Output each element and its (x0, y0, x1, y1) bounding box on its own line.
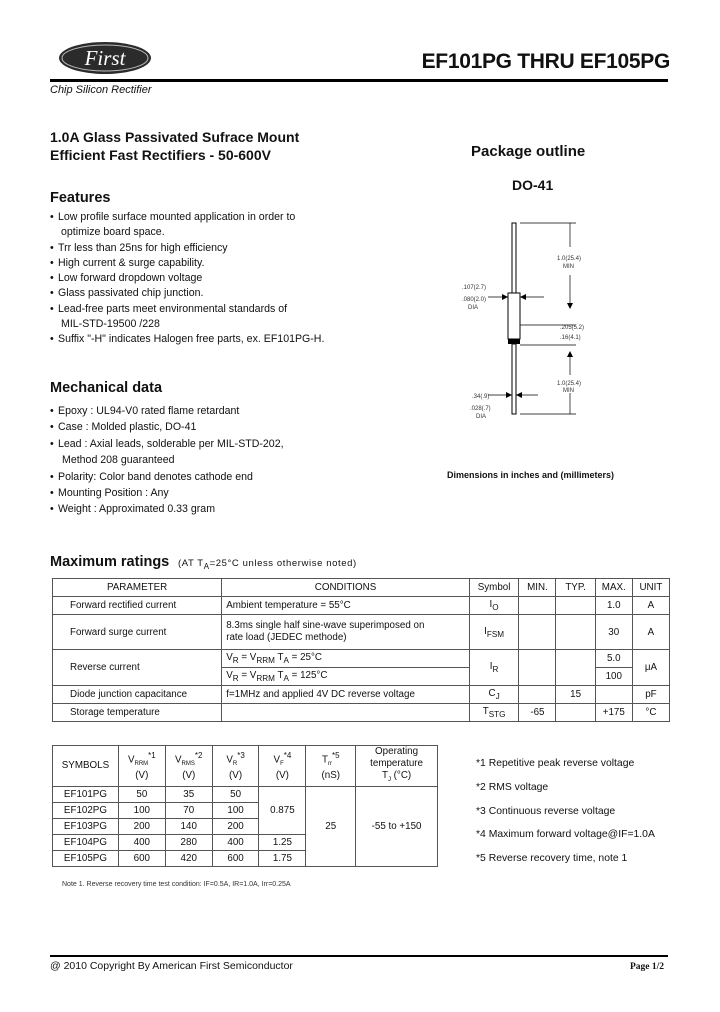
list-item: • Mounting Position : Any (50, 485, 284, 501)
header-rule (50, 79, 668, 82)
device-symbols-table (52, 745, 438, 867)
footnote: *4 Maximum forward voltage@IF=1.0A (476, 829, 655, 841)
col-header: UNIT (632, 579, 669, 597)
wire-dia-max: .34(.9) (472, 394, 490, 400)
product-heading-line1: 1.0A Glass Passivated Sufrace Mount (50, 129, 300, 145)
test-condition-note: Note 1. Reverse recovery time test condition: IF=0.5A, IR=1.0A, Irr=0.25A (62, 881, 291, 888)
diode-body (508, 293, 520, 339)
list-item: • Low profile surface mounted application in order to (50, 210, 324, 225)
table-row: EF104PG 400 280 400 1.25 (53, 835, 438, 851)
wire-dia-label: DIA (476, 414, 487, 420)
dimensions-note: Dimensions in inches and (millimeters) (447, 470, 615, 480)
do41-package-drawing (440, 215, 620, 430)
list-item: • Suffix "-H" indicates Halogen free parts, ex. EF101PG-H. (50, 332, 324, 347)
lead-length-label: 1.0(25.4) (557, 256, 582, 262)
col-header: MIN. (519, 579, 556, 597)
table-row: EF101PG 50 35 50 0.875 25 -55 to +150 (53, 787, 438, 803)
table-header-row (53, 579, 670, 597)
product-heading-line2: Efficient Fast Rectifiers - 50-600V (50, 147, 271, 163)
package-outline-title: Package outline (471, 143, 586, 160)
list-item: • Low forward dropdown voltage (50, 271, 324, 286)
table-row: EF103PG 200 140 200 (53, 819, 438, 835)
table-row: Reverse current $V_R = V_{RRM}$ $T_A = 25^\circ C$ $I_R$ 5.0 μA (53, 650, 670, 668)
list-item: • Weight : Approximated 0.33 gram (50, 501, 284, 517)
footnote: *5 Reverse recovery time, note 1 (476, 853, 628, 865)
list-item: MIL-STD-19500 /228 (61, 318, 160, 331)
lead-length-unit: MIN (563, 264, 574, 270)
lead-length2-unit: MIN (563, 388, 574, 394)
upper-lead (512, 223, 516, 293)
list-item: • Polarity: Color band denotes cathode end (50, 469, 284, 485)
features-list (50, 210, 324, 348)
list-item: • Lead-free parts meet environmental standards of (50, 302, 324, 317)
list-item: • Glass passivated chip junction. (50, 286, 324, 301)
col-header: PARAMETER (53, 579, 222, 597)
table-row: Forward rectified current Ambient temperature = 55°C $I_O$ 1.0 A (53, 597, 670, 615)
copyright: @ 2010 Copyright By American First Semiconductor (50, 960, 293, 972)
list-item: • Case : Molded plastic, DO-41 (50, 419, 284, 435)
mechanical-heading: Mechanical data (50, 380, 163, 396)
footnote: *1 Repetitive peak reverse voltage (476, 758, 635, 769)
list-item: • Epoxy : UL94-V0 rated flame retardant (50, 403, 284, 419)
body-length-max: .205(5.2) (560, 325, 585, 331)
max-ratings-table (52, 578, 670, 722)
col-header: CONDITIONS (222, 579, 470, 597)
table-header-row: SYMBOLS $V_{RRM}^{*1}$ (V) $V_{RMS}^{*2}$ (V) $V_R^{*3}$ (V) $V_F^{*4}$ (V) $T_{rr}^{*5}$ (nS) Operating temperature $T_J$ (°C) (53, 746, 438, 787)
body-length-min: .16(4.1) (560, 335, 581, 341)
package-type: DO-41 (512, 177, 554, 193)
table-row: EF105PG 600 420 600 1.75 (53, 851, 438, 867)
list-item: Method 208 guaranteed (62, 454, 175, 467)
mechanical-list (50, 403, 284, 518)
table-row: Forward surge current 8.3ms single half sine-wave superimposed on rate load (JEDEC methode) $I_{FSM}$ 30 A (53, 615, 670, 650)
body-dia-max: .107(2.7) (462, 285, 487, 291)
list-item: • Lead : Axial leads, solderable per MIL-STD-202, (50, 436, 284, 452)
svg-text:First: First (84, 46, 126, 70)
footer-rule (50, 955, 668, 957)
max-ratings-condition: (AT $T_A=25^\circ C$ unless otherwise noted) (178, 558, 357, 571)
col-header: TYP. (556, 579, 595, 597)
document-title: EF101PG THRU EF105PG (421, 50, 670, 73)
table-row: EF102PG 100 70 100 (53, 803, 438, 819)
body-dia-label: DIA (468, 305, 479, 311)
footnotes-list (476, 752, 655, 871)
list-item: • Trr less than 25ns for high efficiency (50, 241, 324, 256)
lead-length2-label: 1.0(25.4) (557, 381, 582, 387)
list-item: optimize board space. (61, 226, 165, 239)
cathode-band (508, 339, 520, 344)
body-dia-min: .080(2.0) (462, 297, 487, 303)
product-heading (50, 128, 299, 164)
page-number: Page 1/2 (630, 962, 665, 972)
footnote: *2 RMS voltage (476, 781, 549, 793)
table-row: Storage temperature $T_{STG}$ -65 +175 °C (53, 704, 670, 722)
list-item: • High current & surge capability. (50, 256, 324, 271)
lower-lead (512, 344, 516, 414)
company-logo (58, 40, 152, 76)
max-ratings-heading: Maximum ratings (50, 554, 170, 570)
footnote: *3 Continuous reverse voltage (476, 805, 616, 817)
table-row: $V_R = V_{RRM}$ $T_A = 125^\circ C$ 100 (53, 668, 670, 686)
features-heading: Features (50, 190, 111, 206)
col-header: MAX. (595, 579, 632, 597)
col-header: Symbol (469, 579, 519, 597)
document-subtitle: Chip Silicon Rectifier (50, 84, 152, 96)
table-row: Diode junction capacitance f=1MHz and applied 4V DC reverse voltage $C_J$ 15 pF (53, 686, 670, 704)
wire-dia-min: .028(.7) (470, 406, 491, 412)
